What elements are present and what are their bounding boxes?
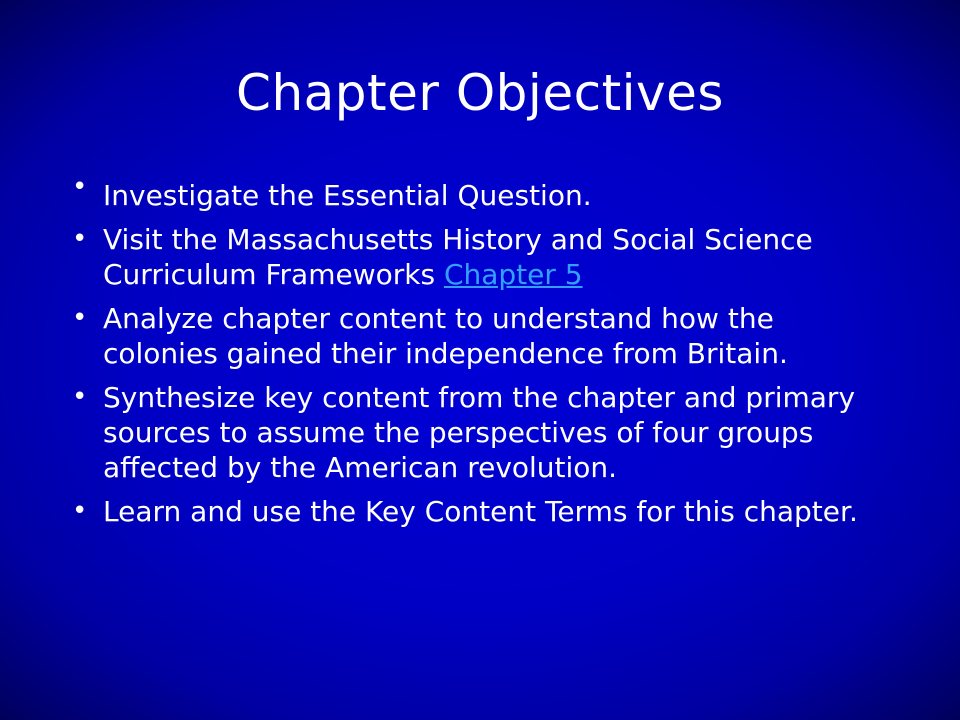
bullet-item-analyze-content: [72, 301, 892, 371]
bullet-item-essential-question: [72, 172, 892, 213]
bullet-text: Synthesize key content from the chapter and primary sources to assume the perspectives of four groups affected by the American revolution.: [103, 381, 856, 484]
bullet-text: Investigate the Essential Question.: [103, 179, 592, 212]
bullet-marker-icon: •: [72, 382, 88, 412]
bullet-marker-icon: •: [72, 172, 88, 202]
bullet-marker-icon: •: [72, 224, 88, 254]
bullet-marker-icon: •: [72, 496, 88, 526]
bullet-list: [72, 172, 892, 538]
bullet-item-curriculum-frameworks: [72, 222, 892, 292]
chapter-5-link[interactable]: Chapter 5: [443, 258, 583, 291]
bullet-text: Analyze chapter content to understand how the colonies gained their independence from Britain.: [103, 302, 788, 370]
bullet-text: Learn and use the Key Content Terms for this chapter.: [103, 495, 858, 528]
bullet-text: Visit the Massachusetts History and Social Science Curriculum Frameworks: [103, 223, 813, 291]
bullet-marker-icon: •: [72, 303, 88, 333]
bullet-item-synthesize-content: [72, 380, 892, 485]
bullet-item-key-terms: [72, 494, 892, 529]
slide-title: Chapter Objectives: [236, 64, 724, 122]
